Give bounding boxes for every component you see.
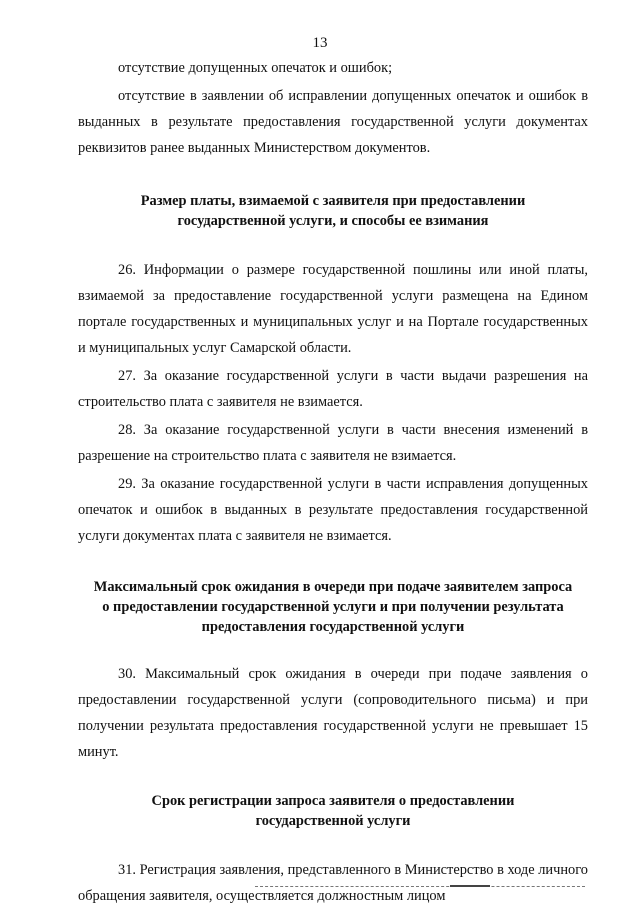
paragraph-29: 29. За оказание государственной услуги в части исправления допущенных опечаток и ошибок в выданных в результате предоставления государственной услуги документах плата с заявителя не взимается. (78, 476, 588, 544)
section-fee-heading-line-1: Размер платы, взимаемой с заявителя при предоставлении (140, 193, 526, 209)
section-wait-heading (78, 577, 588, 637)
section-registration-heading (78, 791, 588, 831)
section-registration-heading-line-2: государственной услуги (255, 813, 411, 829)
paragraph-27: 27. За оказание государственной услуги в части выдачи разрешения на строительство плата с заявителя не взимается. (78, 368, 588, 410)
page-content (78, 55, 588, 909)
section-fee-heading-line-2: государственной услуги, и способы ее взимания (177, 213, 489, 229)
page-number: 13 (312, 35, 328, 51)
section-wait-heading-line-1: Максимальный срок ожидания в очереди при подаче заявителем запроса (93, 579, 573, 595)
section-wait-heading-line-2: о предоставлении государственной услуги и при получении результата (102, 599, 564, 615)
intro-paragraph-2: отсутствие в заявлении об исправлении допущенных опечаток и ошибок в выданных в результате предоставления государственной услуги документах реквизитов ранее выданных Министерством документов. (78, 88, 588, 156)
bottom-scan-mark (450, 885, 490, 887)
paragraph-26: 26. Информации о размере государственной пошлины или иной платы, взимаемой за предоставление государственной услуги размещена на Едином портале государственных и муниципальных услуг и на Портале государственных и муниципальных услуг Самарской области. (78, 262, 588, 356)
section-fee-heading (78, 191, 588, 231)
bottom-scan-rule (255, 886, 585, 887)
section-registration-heading-line-1: Срок регистрации запроса заявителя о предоставлении (151, 793, 515, 809)
paragraph-30: 30. Максимальный срок ожидания в очереди при подаче заявления о предоставлении государственной услуги (сопроводительного письма) и при получении результата предоставления государственной услуги не превышает 15 минут. (78, 666, 588, 760)
section-wait-heading-line-3: предоставления государственной услуги (201, 619, 465, 635)
paragraph-31: 31. Регистрация заявления, представленного в Министерство в ходе личного обращения заявителя, осуществляется должностным лицом (78, 862, 588, 904)
intro-line-1: отсутствие допущенных опечаток и ошибок; (118, 60, 393, 76)
paragraph-28: 28. За оказание государственной услуги в части внесения изменений в разрешение на строительство плата с заявителя не взимается. (78, 422, 588, 464)
